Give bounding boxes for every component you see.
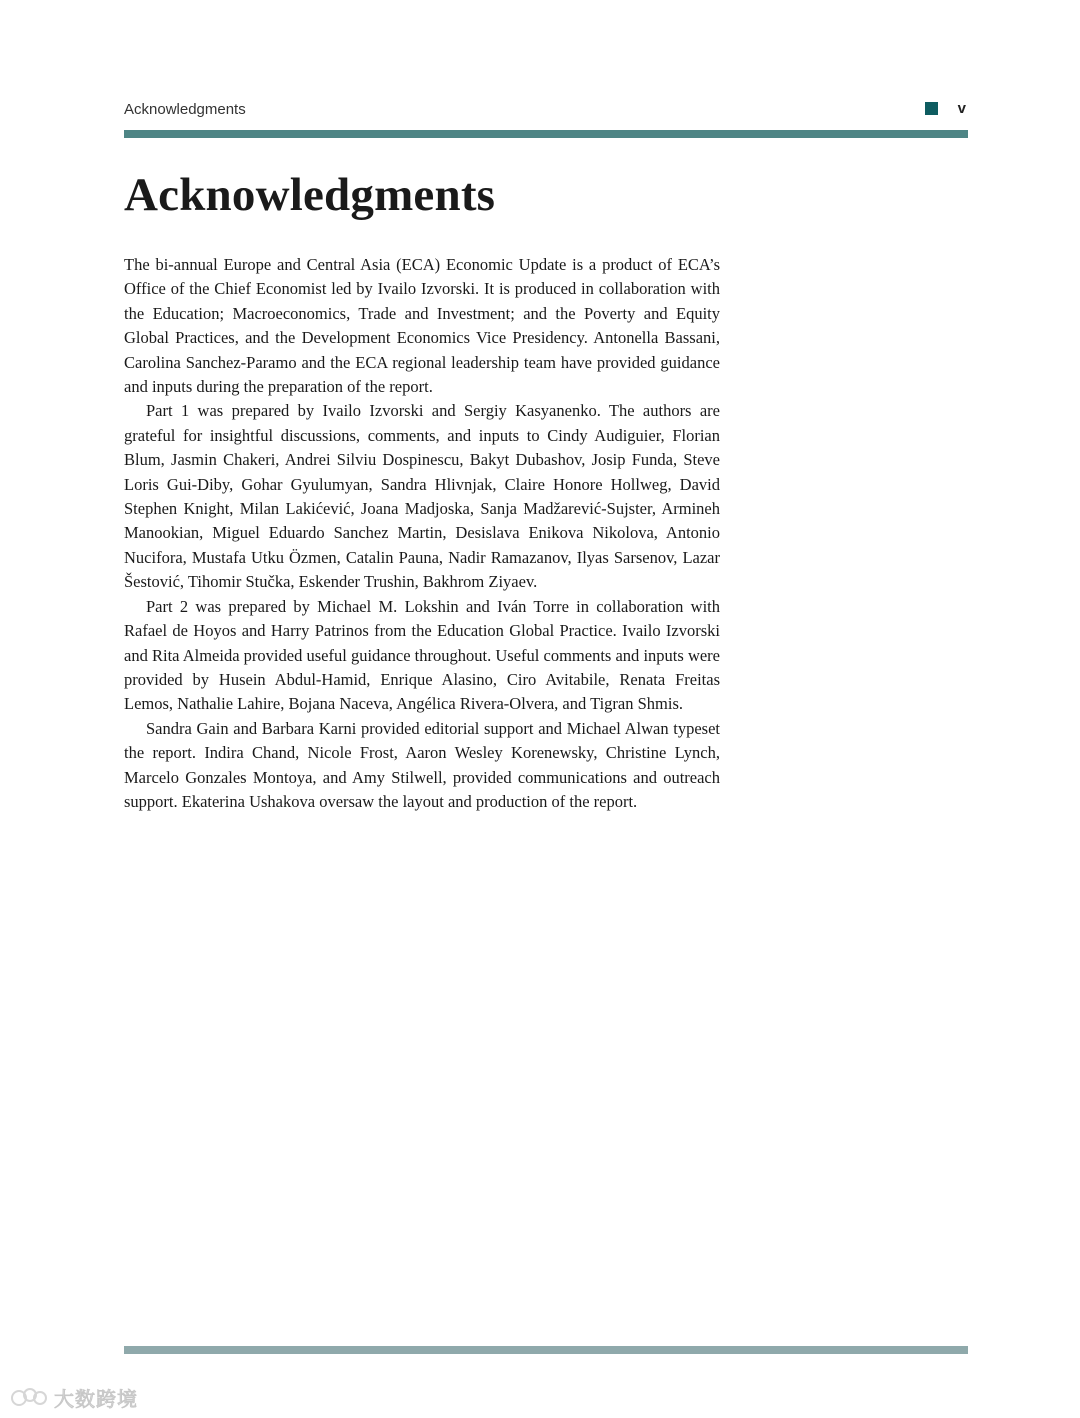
- watermark-text: 大数跨境: [54, 1386, 138, 1411]
- watermark-logo-icon: [10, 1386, 48, 1408]
- page-title: Acknowledgments: [124, 169, 496, 221]
- paragraph-4: Sandra Gain and Barbara Karni provided editorial support and Michael Alwan typeset the report. Indira Chand, Nicole Frost, Aaron Wesley Korenewsky, Christine Lynch, Marcelo Gonzales Montoya, and Amy Stilwell, provided communications and outreach support. Ekaterina Ushakova oversaw the layout and production of the report.: [124, 718, 720, 811]
- watermark: [10, 1384, 138, 1410]
- running-head: [124, 100, 968, 122]
- running-head-section: Acknowledgments: [124, 101, 246, 118]
- paragraph-3: Part 2 was prepared by Michael M. Lokshin and Iván Torre in collaboration with Rafael de Hoyos and Harry Patrinos from the Education Global Practice. Ivailo Izvorski and Rita Almeida provided useful guidance throughout. Useful comments and inputs were provided by Husein Abdul-Hamid, Enrique Alasino, Ciro Avitabile, Renata Freitas Lemos, Nathalie Lahire, Bojana Naceva, Angélica Rivera-Olvera, and Tigran Shmis.: [124, 596, 720, 714]
- header-rule: [124, 130, 968, 138]
- paragraph-2: Part 1 was prepared by Ivailo Izvorski and Sergiy Kasyanenko. The authors are grateful for insightful discussions, comments, and inputs to Cindy Audiguier, Florian Blum, Jasmin Chakeri, Andrei Silviu Dospinescu, Bakyt Dubashov, Josip Funda, Steve Loris Gui-Diby, Gohar Gyulumyan, Sandra Hlivnjak, Claire Honore Hollweg, David Stephen Knight, Milan Lakićević, Joana Madjoska, Sanja Madžarević-Sujster, Armineh Manookian, Miguel Eduardo Sanchez Martin, Desislava Enikova Nikolova, Antonio Nucifora, Mustafa Utku Özmen, Catalin Pauna, Nadir Ramazanov, Ilyas Sarsenov, Lazar Šestović, Tihomir Stučka, Eskender Trushin, Bakhrom Ziyaev.: [124, 401, 720, 592]
- body-text: [124, 253, 720, 814]
- page-number: v: [957, 100, 966, 117]
- footer-rule: [124, 1346, 968, 1354]
- paragraph-1: The bi-annual Europe and Central Asia (ECA) Economic Update is a product of ECA’s Office of the Chief Economist led by Ivailo Izvorski. It is produced in collaboration with the Education; Macroeconomics, Trade and Investment; and the Poverty and Equity Global Practices, and the Development Economics Vice Presidency. Antonella Bassani, Carolina Sanchez-Paramo and the ECA regional leadership team have provided guidance and inputs during the preparation of the report.: [124, 255, 720, 397]
- square-marker-icon: [925, 102, 938, 115]
